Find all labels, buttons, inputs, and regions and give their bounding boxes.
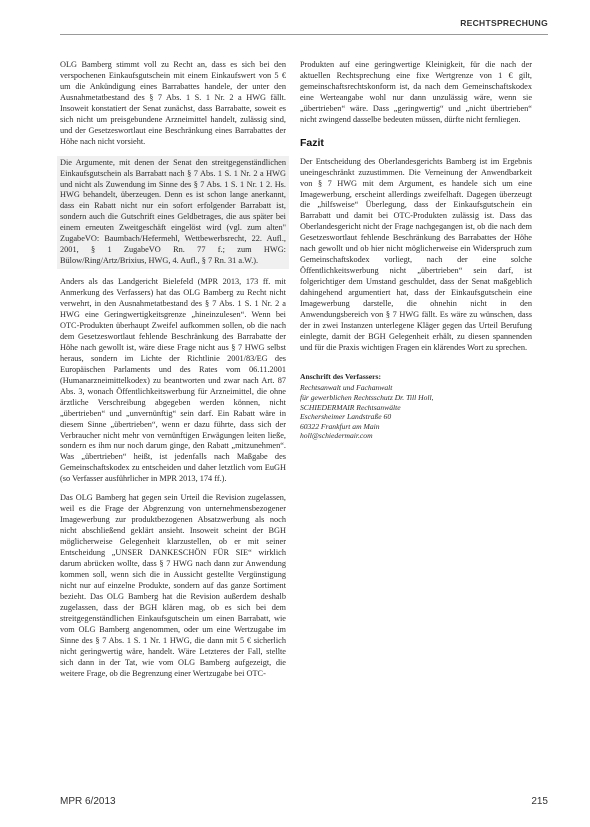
author-address-line: für gewerblichen Rechtsschutz Dr. Till Holl, (300, 393, 434, 403)
header-rule (60, 34, 548, 35)
journal-issue: MPR 6/2013 (60, 796, 116, 807)
author-address-line: SCHIEDERMAIR Rechtsanwälte (300, 402, 401, 412)
right-continuation-paragraph: Produkten auf eine geringwertige Kleinigkeit, für die nach der aktuellen Rechtsprechung eine fixe Wertgrenze von 1 € gilt, gemeinschaftsrechtskonform ist, da nach dem Gemeinschaftskodex eine Werteangabe wohl nur dann unzulässig wäre, wenn sie „übertrieben“ wäre. Dass „geringwertig“ und „nicht übertrieben“ nicht zwingend dasselbe bedeuten müssen, dürfte nicht fernliegen. (300, 60, 532, 124)
left-paragraph-2: Die Argumente, mit denen der Senat den streitgegenständlichen Einkaufsgutschein als Barrabatt nach § 7 Abs. 1 S. 1 Nr. 2 a HWG und nicht als Zuwendung im Sinne des § 7 Abs. 1 S. 1 Nr. 1 2. Hs. HWG behandelt, überzeugen. Denn es ist schon lange anerkannt, dass ein Rabatt nicht nur ein sofort erfolgender Barrabatt ist, sondern auch die Gutschrift eines Geldbetrages, die aus später bei einem erneuten Zweitgeschäft eingelöst wird (vgl. zum alten" ZugabeVO: Baumbach/Hefermehl, Wettbewerbsrecht, 22. Aufl., 2001, § 1 ZugabeVO Rn. 77 f.; zum HWG: Bülow/Ring/Artz/Brixius, HWG, 4. Aufl., § 7 Rn. 31 a.W.). (57, 156, 289, 270)
running-header: RECHTSPRECHUNG (460, 18, 548, 28)
page-number: 215 (531, 796, 548, 807)
right-column (300, 60, 532, 441)
author-address (300, 372, 532, 441)
author-email: holl@schiedermair.com (300, 431, 373, 441)
author-address-line: Rechtsanwalt und Fachanwalt (300, 383, 393, 393)
fazit-heading: Fazit (300, 136, 324, 149)
author-address-line: 60322 Frankfurt am Main (300, 421, 380, 431)
fazit-paragraph: Der Entscheidung des Oberlandesgerichts Bamberg ist im Ergebnis uneingeschränkt zuzustimmen. Die Verneinung der Anwendbarkeit von § 7 HWG mit dem Argument, es handele sich um eine Imagewerbung, erscheint allerdings zweifelhaft. Dagegen überzeugt die „hilfsweise“ Überlegung, dass der Einkaufsgutschein ein Barrabatt und damit bei OTC-Produkten zulässig ist. Dass das Oberlandesgericht nicht der Frage nachgegangen ist, ob die nach dem Gesetzeswortlaut fehlende Beschränkung des Barrabattes der Höhe nach gewollt und ob hier nicht möglicherweise ein Widerspruch zum Gemeinschaftskodex vorliegt, nach der eine solche Öffentlichkeitswerbung nicht „übertrieben“ sein darf, ist folgerichtiger dem Umstand geschuldet, dass der Senat maßgeblich dahingehend argumentiert hat, dass der Einkaufsgutschein eine Imagewerbung darstelle, die ohnehin nicht in den Anwendungsbereich von § 7 HWG fällt. Es wäre zu wünschen, dass der in zwei Instanzen unterlegene Kläger gegen das Urteil Berufung einlegte, damit der BGH Gelegenheit erhält, zu diesen spannenden und für die Praxis wichtigen Fragen ein klärendes Wort zu sprechen. (300, 156, 532, 352)
left-column (60, 60, 286, 687)
left-paragraph-4: Das OLG Bamberg hat gegen sein Urteil die Revision zugelassen, weil es die Frage der Abgrenzung von unternehmensbezogener Imagewerbung zur produktbezogenen Absatzwerbung als noch nicht abschließend geklärt ansieht. Insoweit scheint der BGH möglicherweise Gelegenheit klarzustellen, ob er mit seiner Entscheidung „UNSER DANKESCHÖN FÜR SIE“ wirklich darum abrücken wollte, dass § 7 HWG nach dann zur Anwendung kommen soll, wenn sich die in Aussicht gestellte Vergünstigung nicht nur auf einzelne Produkte, sondern auf das ganze Sortiment bezieht. Das OLG Bamberg hat die Revision außerdem deshalb zugelassen, dass der BGH klären mag, ob es sich bei dem streitgegenständlichen Einkaufsgutschein um einen Barrabatt, wie vom OLG Bamberg angenommen, oder um eine Wertzugabe im Sinne des § 7 Abs. 1 S. 1 Nr. 1 HWG, die dann mit 5 € sicherlich nicht geringwertig wäre, handelt. Wäre Letzteres der Fall, stellte sich dann in der Tat, wie vom OLG Bamberg aufgezeigt, die weitere Frage, ob die Begrenzung einer Wertzugabe bei OTC- (60, 493, 286, 678)
author-address-line: Eschersheimer Landstraße 60 (300, 412, 392, 422)
left-paragraph-3: Anders als das Landgericht Bielefeld (MPR 2013, 173 ff. mit Anmerkung des Verfassers) hat das OLG Bamberg zu Recht nicht verwehrt, in den Ausnahmetatbestand des § 7 Abs. 1 S. 1 Nr. 2 a HWG eine Geringwertigkeitsgrenze „hineinzulesen“. Wenn bei OTC-Produkten überhaupt Zweifel aufkommen sollen, ob die nach dem Gesetzeswortlaut fehlende Beschränkung des Barrabatte der Höhe nach gewollt ist, wäre diese Frage nicht aus § 7 HWG selbst heraus, sondern im Lichte der Richtlinie 2001/83/EG des Europäischen Parlaments und des Rates vom 06.11.2001 (Humanarzneimittelkodex) zu beantworten und zwar nach Art. 87 Abs. 3, wonach Öffentlichkeitswerbung für Arzneimittel, die ohne ärztliche Verschreibung abgegeben werden können, nicht „übertrieben“ und „unvernünftig“ sein darf. Ein Rabatt wäre in diesem Sinne „übertrieben“, wenn er dazu führte, dass sich der Verbraucher nicht mehr von vernünftigen Erwägungen leiten ließe, sondern es ihm nur noch darum ginge, den Rabatt „mitzunehmen“. Was „übertrieben“ heißt, ist jedenfalls nach Maßgabe des Gemeinschaftskodex zu entscheiden und daher letztlich vom EuGH (so Verfasser ausführlicher in MPR 2013, 174 ff.). (60, 277, 286, 484)
left-paragraph-1: OLG Bamberg stimmt voll zu Recht an, dass es sich bei den verspochenen Einkaufsgutschein mit einem Einkaufswert von 5 € um die Ankündigung eines Barrabattes handele, der unter den Ausnahmetatbestand des § 7 Abs. 1 S. 1 Nr. 2 a HWG fällt. Insoweit konstatiert der Senat zunächst, dass Barrabatte, soweit es sich nicht um preisgebundene Arzneimittel handelt, zulässig sind, und der Gesetzeswortlaut eine Beschränkung eines Barrabattes der Höhe nach nicht vorsieht. (60, 60, 286, 146)
author-address-title: Anschrift des Verfassers: (300, 371, 381, 381)
